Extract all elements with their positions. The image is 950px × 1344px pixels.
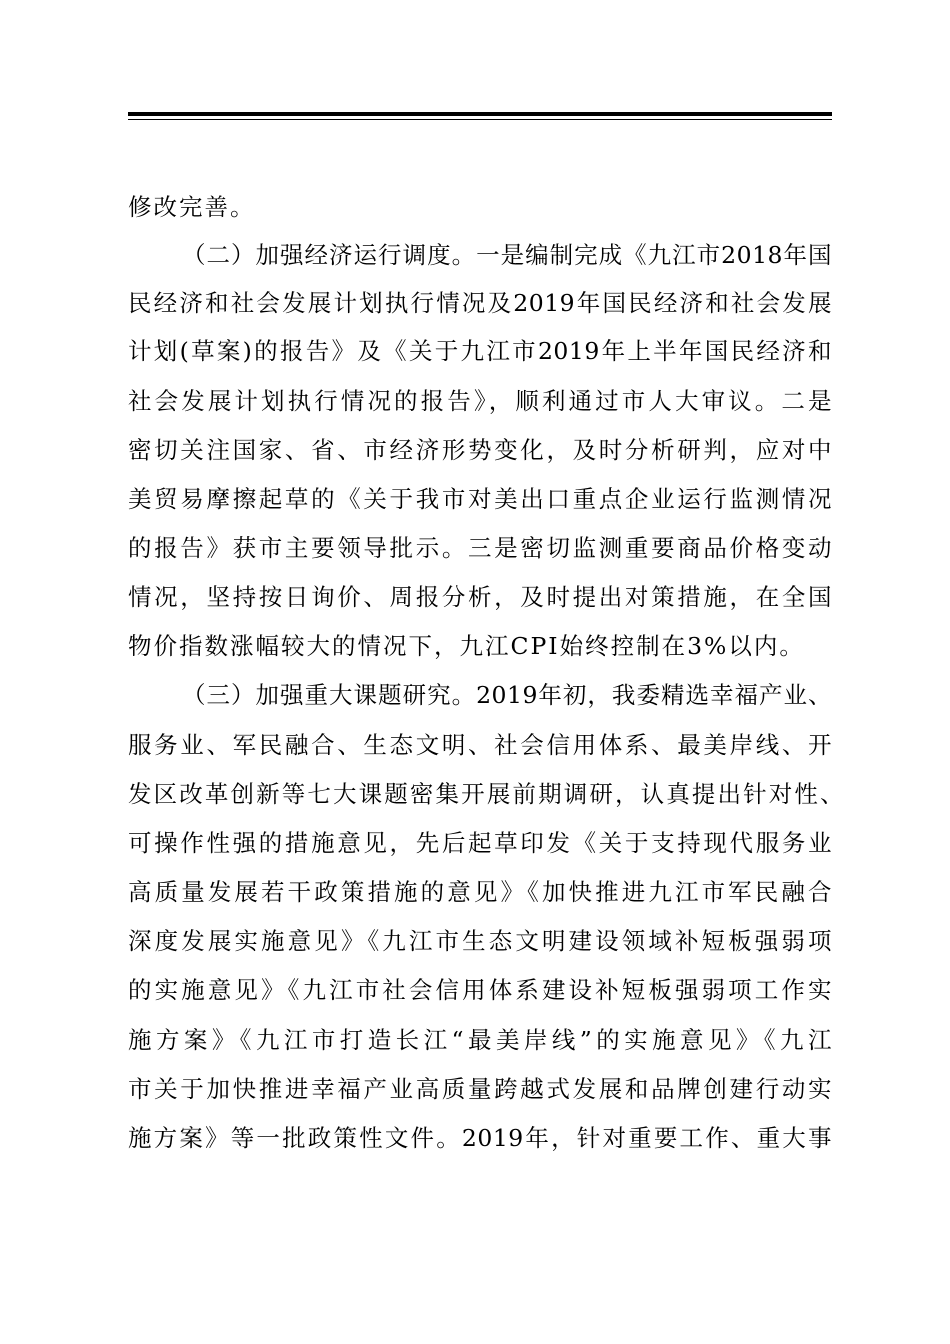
text-line: 情况，坚持按日询价、周报分析，及时提出对策措施，在全国 — [128, 583, 832, 611]
text-line: 美贸易摩擦起草的《关于我市对美出口重点企业运行监测情况 — [128, 485, 832, 513]
text-line: 社会发展计划执行情况的报告》，顺利通过市人大审议。二是 — [128, 387, 832, 415]
text-line: 发区改革创新等七大课题密集开展前期调研，认真提出针对性、 — [128, 780, 844, 808]
text-line: 可操作性强的措施意见，先后起草印发《关于支持现代服务业 — [128, 829, 832, 857]
text-line: 修改完善。 — [128, 193, 256, 221]
text-line: 深度发展实施意见》《九江市生态文明建设领域补短板强弱项 — [128, 927, 832, 955]
header-rule-thin — [128, 119, 832, 120]
text-line: 施方案》《九江市打造长江“最美岸线”的实施意见》《九江 — [128, 1026, 832, 1054]
text-line: 物价指数涨幅较大的情况下，九江CPI始终控制在3%以内。 — [128, 632, 805, 660]
header-rule-thick — [128, 112, 832, 116]
text-line: 施方案》等一批政策性文件。2019年，针对重要工作、重大事 — [128, 1124, 832, 1152]
text-line: 民经济和社会发展计划执行情况及2019年国民经济和社会发展 — [128, 289, 832, 317]
section-three-heading-line: （三）加强重大课题研究。2019年初，我委精选幸福产业、 — [182, 681, 832, 709]
text-line: 市关于加快推进幸福产业高质量跨越式发展和品牌创建行动实 — [128, 1075, 832, 1103]
text-line: 计划(草案)的报告》及《关于九江市2019年上半年国民经济和 — [128, 337, 832, 365]
text-line: 高质量发展若干政策措施的意见》《加快推进九江市军民融合 — [128, 878, 832, 906]
text-line: 密切关注国家、省、市经济形势变化，及时分析研判，应对中 — [128, 436, 832, 464]
text-line: 服务业、军民融合、生态文明、社会信用体系、最美岸线、开 — [128, 731, 832, 759]
section-two-heading-line: （二）加强经济运行调度。一是编制完成《九江市2018年国 — [182, 241, 832, 269]
text-line: 的实施意见》《九江市社会信用体系建设补短板强弱项工作实 — [128, 976, 832, 1004]
text-line: 的报告》获市主要领导批示。三是密切监测重要商品价格变动 — [128, 534, 832, 562]
